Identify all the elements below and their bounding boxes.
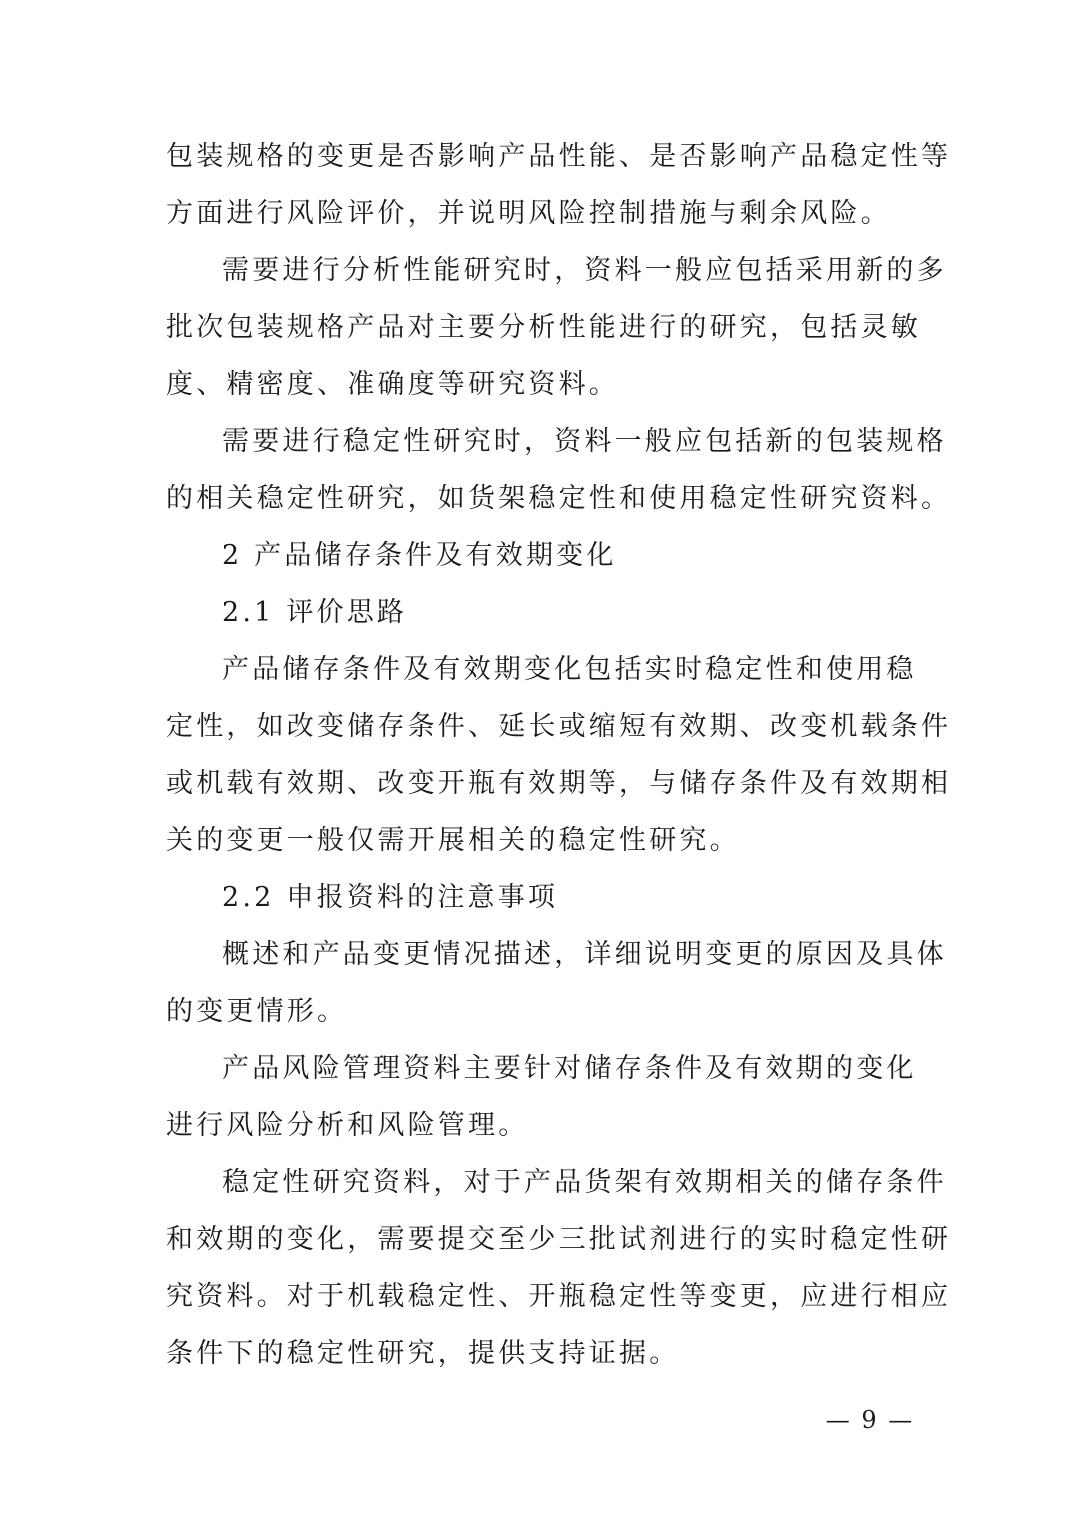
page-number: — 9 — [825,1406,915,1434]
text-line: 批次包装规格产品对主要分析性能进行的研究，包括灵敏 [166,312,921,343]
paragraph-start: 需要进行稳定性研究时，资料一般应包括新的包装规格 [222,426,947,457]
paragraph-start: 产品储存条件及有效期变化包括实时稳定性和使用稳 [222,654,917,685]
text-line: 度、精密度、准确度等研究资料。 [166,369,619,400]
text-line: 的变更情形。 [166,996,348,1027]
text-line: 究资料。对于机载稳定性、开瓶稳定性等变更，应进行相应 [166,1281,952,1312]
paragraph-start: 概述和产品变更情况描述，详细说明变更的原因及具体 [222,939,947,970]
document-body [166,128,952,1382]
text-line: 条件下的稳定性研究，提供支持证据。 [166,1338,680,1369]
paragraph-start: 产品风险管理资料主要针对储存条件及有效期的变化 [222,1053,917,1084]
section-heading: 2 产品储存条件及有效期变化 [222,540,617,571]
text-line: 或机载有效期、改变开瓶有效期等，与储存条件及有效期相 [166,768,952,799]
text-line: 的相关稳定性研究，如货架稳定性和使用稳定性研究资料。 [166,483,952,514]
text-line: 关的变更一般仅需开展相关的稳定性研究。 [166,825,740,856]
subsection-heading: 2.1 评价思路 [222,597,408,628]
text-line: 方面进行风险评价，并说明风险控制措施与剩余风险。 [166,198,891,229]
text-line: 定性，如改变储存条件、延长或缩短有效期、改变机载条件 [166,711,952,742]
text-line: 和效期的变化，需要提交至少三批试剂进行的实时稳定性研 [166,1224,952,1255]
paragraph-start: 稳定性研究资料，对于产品货架有效期相关的储存条件 [222,1167,947,1198]
text-line: 进行风险分析和风险管理。 [166,1110,529,1141]
subsection-heading: 2.2 申报资料的注意事项 [222,882,559,913]
paragraph-start: 需要进行分析性能研究时，资料一般应包括采用新的多 [222,255,947,286]
text-line: 包装规格的变更是否影响产品性能、是否影响产品稳定性等 [166,141,952,172]
